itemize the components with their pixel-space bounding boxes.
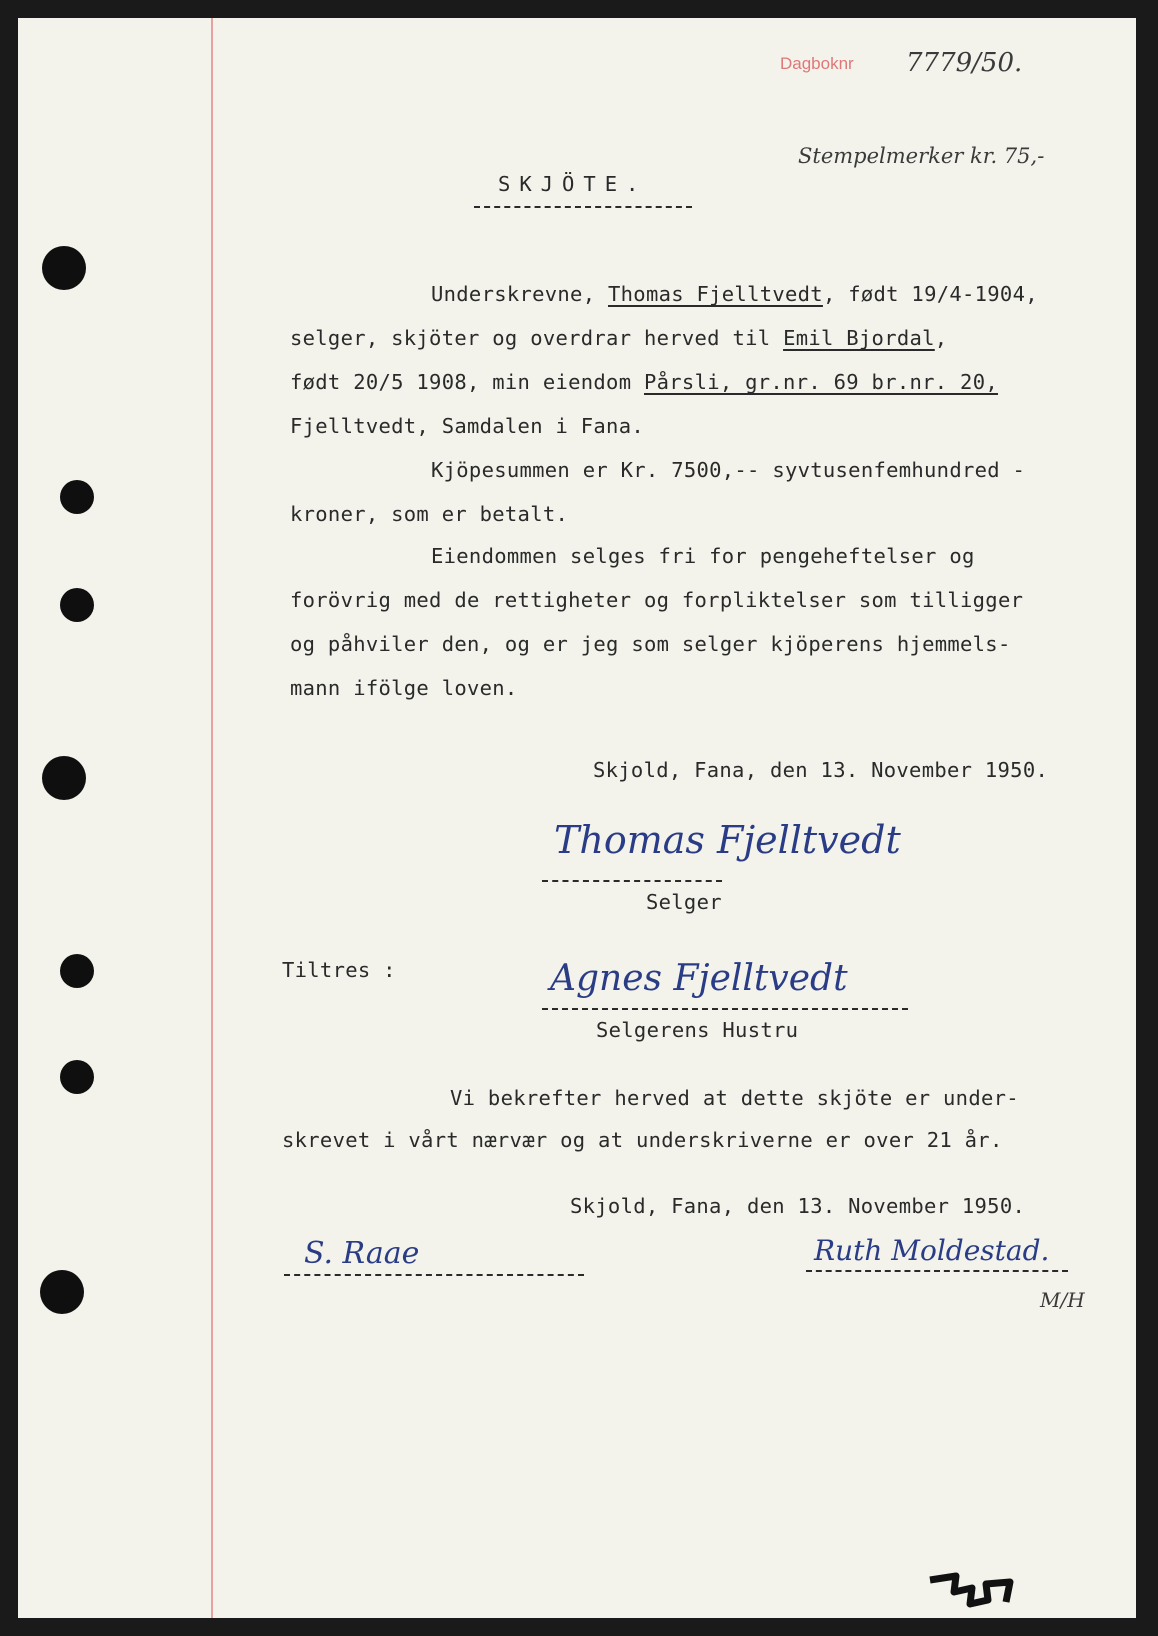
punch-hole bbox=[42, 756, 86, 800]
margin-rule bbox=[211, 18, 213, 1618]
spouse-caption: Selgerens Hustru bbox=[596, 1018, 799, 1042]
place-date-1: Skjold, Fana, den 13. November 1950. bbox=[593, 758, 1049, 782]
body-line-2: selger, skjöter og overdrar herved til Emil Bjordal, bbox=[290, 326, 948, 350]
witness-text-2: skrevet i vårt nærvær og at underskriverne er over 21 år. bbox=[282, 1128, 1003, 1152]
place-date-2: Skjold, Fana, den 13. November 1950. bbox=[570, 1194, 1026, 1218]
punch-hole bbox=[60, 954, 94, 988]
body-line-9: og påhviler den, og er jeg som selger kjöperens hjemmels- bbox=[290, 632, 1011, 656]
punch-hole bbox=[40, 1270, 84, 1314]
title-underline bbox=[474, 206, 692, 208]
punch-hole bbox=[60, 588, 94, 622]
body-line-5: Kjöpesummen er Kr. 7500,-- syvtusenfemhundred - bbox=[431, 458, 1026, 482]
seller-signature: Thomas Fjelltvedt bbox=[554, 818, 901, 862]
body-line-3: født 20/5 1908, min eiendom Pårsli, gr.nr. 69 br.nr. 20, bbox=[290, 370, 998, 394]
spouse-signature-line bbox=[542, 1008, 908, 1010]
punch-hole bbox=[60, 1060, 94, 1094]
witness-signature-line-2 bbox=[806, 1270, 1068, 1272]
body-line-6: kroner, som er betalt. bbox=[290, 502, 569, 526]
seller-signature-line bbox=[542, 880, 722, 882]
journal-stamp-label: Dagboknr bbox=[780, 54, 854, 73]
spouse-signature: Agnes Fjelltvedt bbox=[550, 958, 848, 999]
witness-signature-2: Ruth Moldestad. bbox=[814, 1234, 1050, 1267]
buyer-name: Emil Bjordal bbox=[783, 326, 935, 350]
document-title: SKJÖTE. bbox=[498, 172, 648, 196]
journal-number: 7779/50. bbox=[906, 48, 1023, 78]
punch-hole bbox=[42, 246, 86, 290]
tiltres-label: Tiltres : bbox=[282, 958, 396, 982]
body-line-4: Fjelltvedt, Samdalen i Fana. bbox=[290, 414, 644, 438]
punch-hole bbox=[60, 480, 94, 514]
body-line-10: mann ifölge loven. bbox=[290, 676, 518, 700]
corner-ink-mark bbox=[926, 1570, 1016, 1610]
stamp-duty-note: Stempelmerker kr. 75,- bbox=[798, 144, 1045, 168]
body-line-1: Underskrevne, Thomas Fjelltvedt, født 19/4-1904, bbox=[431, 282, 1038, 306]
seller-name: Thomas Fjelltvedt bbox=[608, 282, 823, 306]
body-line-8: forövrig med de rettigheter og forpliktelser som tilligger bbox=[290, 588, 1024, 612]
seller-caption: Selger bbox=[646, 890, 722, 914]
document-page bbox=[18, 18, 1136, 1618]
margin-initials: M/H bbox=[1040, 1288, 1085, 1312]
witness-text-1: Vi bekrefter herved at dette skjöte er under- bbox=[450, 1086, 1019, 1110]
property-designation: Pårsli, gr.nr. 69 br.nr. 20, bbox=[644, 370, 998, 394]
body-line-7: Eiendommen selges fri for pengeheftelser og bbox=[431, 544, 975, 568]
witness-signature-line-1 bbox=[284, 1274, 584, 1276]
witness-signature-1: S. Raae bbox=[304, 1236, 420, 1271]
